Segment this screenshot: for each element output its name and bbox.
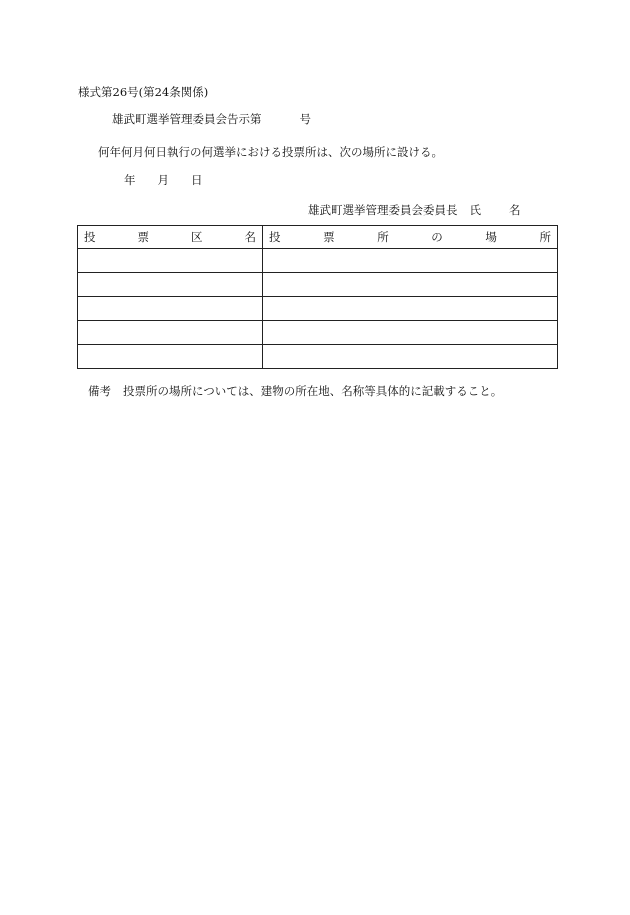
header-char: 票 [323,230,335,244]
remarks-line [88,384,502,398]
signature-line [308,203,521,217]
form-number: 様式第26号(第24条関係) [78,85,209,99]
remarks-label: 備考 [88,384,111,398]
header-district-name [78,226,263,249]
district-name-cell [78,249,263,273]
notice-prefix: 雄武町選挙管理委員会告示第 [112,112,262,126]
district-name-cell [78,273,263,297]
signature-title: 雄武町選挙管理委員会委員長 [308,203,458,217]
header-char: 投 [84,230,96,244]
notice-number-line [112,112,311,126]
header-char: 所 [539,230,551,244]
header-char: 場 [485,230,497,244]
signature-name-label-1: 氏 [469,203,481,217]
polling-place-table [77,225,558,369]
district-name-cell [78,321,263,345]
polling-place-cell [263,297,558,321]
date-year: 年 [124,173,136,187]
header-polling-place [263,226,558,249]
polling-place-cell [263,273,558,297]
district-name-cell [78,345,263,369]
header-char: 投 [269,230,281,244]
header-char: 所 [377,230,389,244]
table-row [78,273,558,297]
header-char: 票 [137,230,149,244]
date-day: 日 [191,173,203,187]
table-row [78,249,558,273]
district-name-cell [78,297,263,321]
header-char: の [431,230,443,244]
notice-suffix: 号 [299,112,311,126]
table-row [78,345,558,369]
polling-place-cell [263,249,558,273]
date-month: 月 [157,173,169,187]
signature-name-label-2: 名 [509,203,521,217]
table-row [78,297,558,321]
polling-place-cell [263,345,558,369]
table-row [78,321,558,345]
body-text: 何年何月何日執行の何選挙における投票所は、次の場所に設ける。 [98,145,443,159]
polling-place-cell [263,321,558,345]
table-header-row [78,226,558,249]
remarks-text: 投票所の場所については、建物の所在地、名称等具体的に記載すること。 [123,384,503,398]
header-char: 名 [244,230,256,244]
header-char: 区 [191,230,203,244]
date-line [124,173,203,187]
